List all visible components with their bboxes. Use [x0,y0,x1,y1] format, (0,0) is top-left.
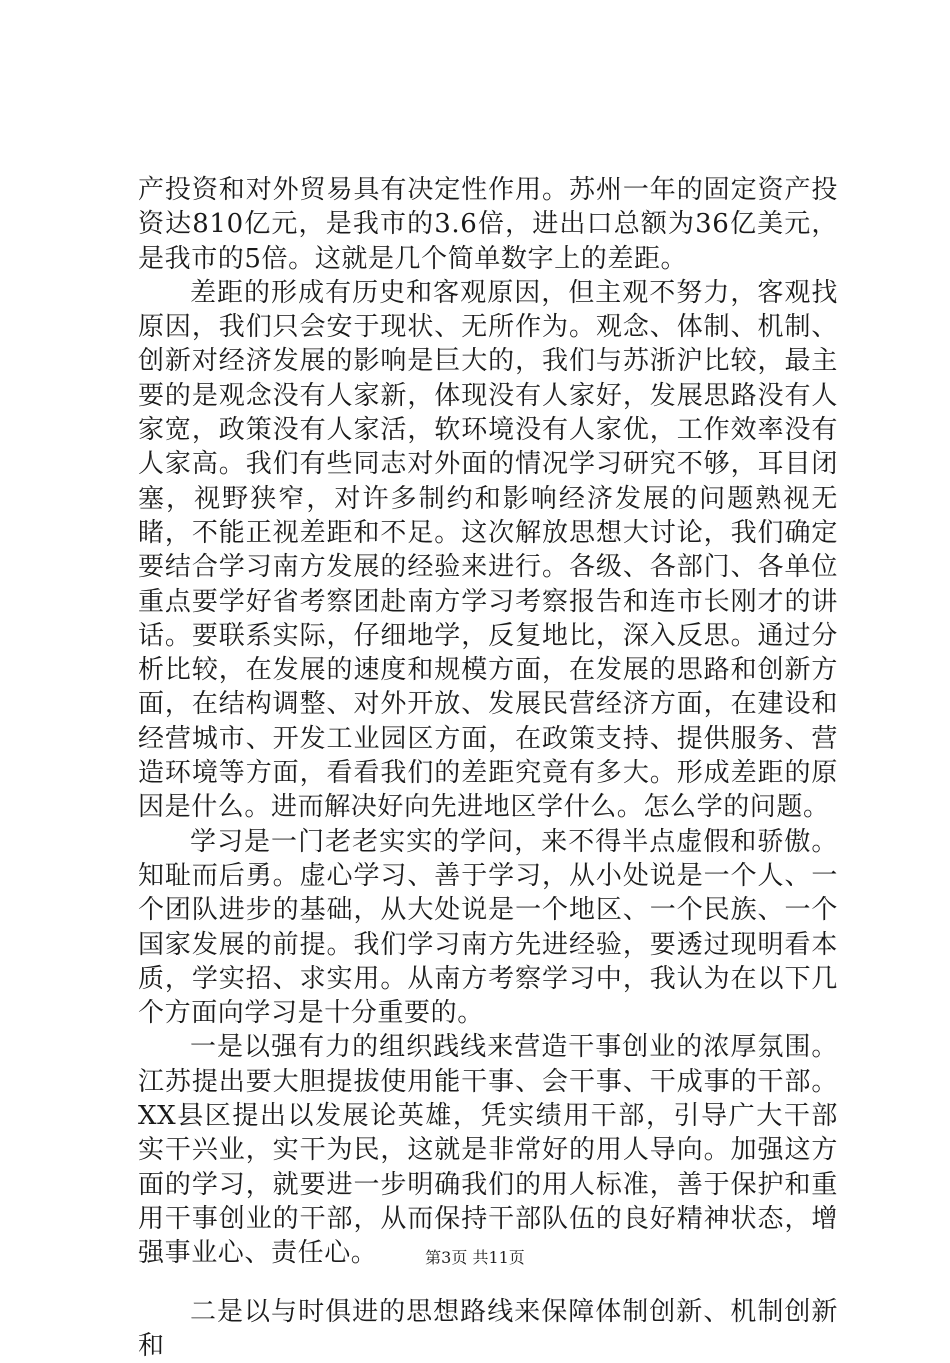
page-number-footer: 第3页 共11页 [0,1245,950,1268]
paragraph-gap-causes: 差距的形成有历史和客观原因，但主观不努力，客观找原因，我们只会安于现状、无所作为。观念、体制、机制、创新对经济发展的影响是巨大的，我们与苏浙沪比较，最主要的是观念没有人家新，体现没有人家好，发展思路没有人家宽，政策没有人家活，软环境没有人家优，工作效率没有人家高。我们有些同志对外面的情况学习研究不够，耳目闭塞，视野狭窄，对许多制约和影响经济发展的问题熟视无睹，不能正视差距和不足。这次解放思想大讨论，我们确定要结合学习南方发展的经验来进行。各级、各部门、各单位重点要学好省考察团赴南方学习考察报告和连市长刚才的讲话。要联系实际，仔细地学，反复地比，深入反思。通过分析比较，在发展的速度和规模方面，在发展的思路和创新方面，在结构调整、对外开放、发展民营经济方面，在建设和经营城市、开发工业园区方面，在政策支持、提供服务、营造环境等方面，看看我们的差距究竟有多大。形成差距的原因是什么。进而解决好向先进地区学什么。怎么学的问题。 [138,276,838,825]
paragraph-learning: 学习是一门老老实实的学问，来不得半点虚假和骄傲。知耻而后勇。虚心学习、善于学习，从小处说是一个人、一个团队进步的基础，从大处说是一个地区、一个民族、一个国家发展的前提。我们学习南方先进经验，要透过现明看本质，学实招、求实用。从南方考察学习中，我认为在以下几个方面向学习是十分重要的。 [138,825,838,1031]
paragraph-point-two: 二是以与时俱进的思想路线来保障体制创新、机制创新和 [138,1295,838,1363]
document-body [138,173,838,1363]
paragraph-point-one: 一是以强有力的组织践线来营造干事创业的浓厚氛围。江苏提出要大胆提拔使用能干事、会干事、干成事的干部。XX县区提出以发展论英雄，凭实绩用干部，引导广大干部实干兴业，实干为民，这就是非常好的用人导向。加强这方面的学习，就要进一步明确我们的用人标准，善于保护和重用干事创业的干部，从而保持干部队伍的良好精神状态，增强事业心、责任心。 [138,1030,838,1270]
paragraph-continuation: 产投资和对外贸易具有决定性作用。苏州一年的固定资产投资达810亿元，是我市的3.6倍，进出口总额为36亿美元，是我市的5倍。这就是几个简单数字上的差距。 [138,173,838,276]
